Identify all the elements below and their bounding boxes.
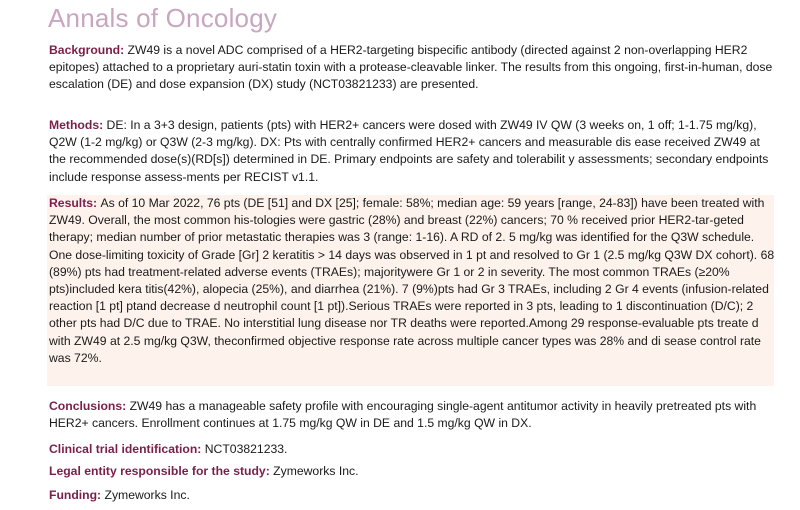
legal-entity-label: Legal entity responsible for the study: (49, 464, 274, 478)
funding-label: Funding: (49, 488, 105, 502)
funding-text: Zymeworks Inc. (104, 488, 190, 502)
methods-label: Methods: (49, 118, 107, 132)
legal-entity-section (49, 463, 775, 480)
background-section (49, 42, 775, 94)
trial-identification-text: NCT03821233. (204, 442, 288, 456)
results-section (49, 195, 775, 367)
legal-entity-text: Zymeworks Inc. (273, 464, 359, 478)
results-label: Results: (49, 196, 101, 210)
background-text: ZW49 is a novel ADC comprised of a HER2-targeting bispecific antibody (directed against 2 non-overlapping HER2 epitopes) attached to a proprietary auri-statin toxin with a protease-cleavable linker. The results from this ongoing, first-in-human, dose escalation (DE) and dose expansion (DX) study (NCT03821233) are presented. (49, 43, 773, 92)
results-text: As of 10 Mar 2022, 76 pts (DE [51] and DX [25]; female: 58%; median age: 59 years [range, 24-83]) have been treated with ZW49. Overall, the most common his-tologies were gastric (28%) and breast (22%) cancers; 70 % received prior HER2-tar-geted therapy; median number of prior metastatic therapies was 3 (range: 1-16). A RD of 2. 5 mg/kg was identified for the Q3W schedule. One dose-limiting toxicity of Grade [Gr] 2 keratitis > 14 days was observed in 1 pt and resolved to Gr 1 (2.5 mg/kg Q3W DX cohort). 68 (89%) pts had treatment-related adverse events (TRAEs); majoritywere Gr 1 or 2 in severity. The most common TRAEs (≥20% pts)included kera titis(42%), alopecia (25%), and diarrhea (21%). 7 (9%)pts had Gr 3 TRAEs, including 2 Gr 4 events (infusion-related reaction [1 pt] ptand decrease d neutrophil count [1 pt]).Serious TRAEs were reported in 3 pts, leading to 1 discontinuation (D/C); 2 other pts had D/C due to TRAE. No interstitial lung disease nor TR deaths were reported.Among 29 response-evaluable pts treate d with ZW49 at 2.5 mg/kg Q3W, theconfirmed objective response rate across multiple cancer types was 28% and di sease control rate was 72%. (49, 196, 775, 365)
trial-identification-section (49, 441, 775, 458)
journal-title: Annals of Oncology (48, 3, 278, 33)
methods-text: DE: In a 3+3 design, patients (pts) with HER2+ cancers were dosed with ZW49 IV QW (3 weeks on, 1 off; 1-1.75 mg/kg), Q2W (1-2 mg/kg) or Q3W (2-3 mg/kg). DX: Pts with centrally confirmed HER2+ cancers and measurable dis ease received ZW49 at the recommended dose(s)(RD[s]) determined in DE. Primary endpoints are safety and tolerabilit y assessments; secondary endpoints include response assess-ments per RECIST v1.1. (49, 118, 769, 184)
trial-identification-label: Clinical trial identification: (49, 442, 205, 456)
methods-section (49, 117, 775, 186)
background-label: Background: (49, 43, 128, 57)
conclusions-section (49, 398, 775, 432)
conclusions-label: Conclusions: (49, 399, 130, 413)
conclusions-text: ZW49 has a manageable safety profile with encouraging single-agent antitumor activity in heavily pretreated pts with HER2+ cancers. Enrollment continues at 1.75 mg/kg QW in DE and 1.5 mg/kg QW in DX. (49, 399, 757, 431)
funding-section (49, 487, 775, 504)
